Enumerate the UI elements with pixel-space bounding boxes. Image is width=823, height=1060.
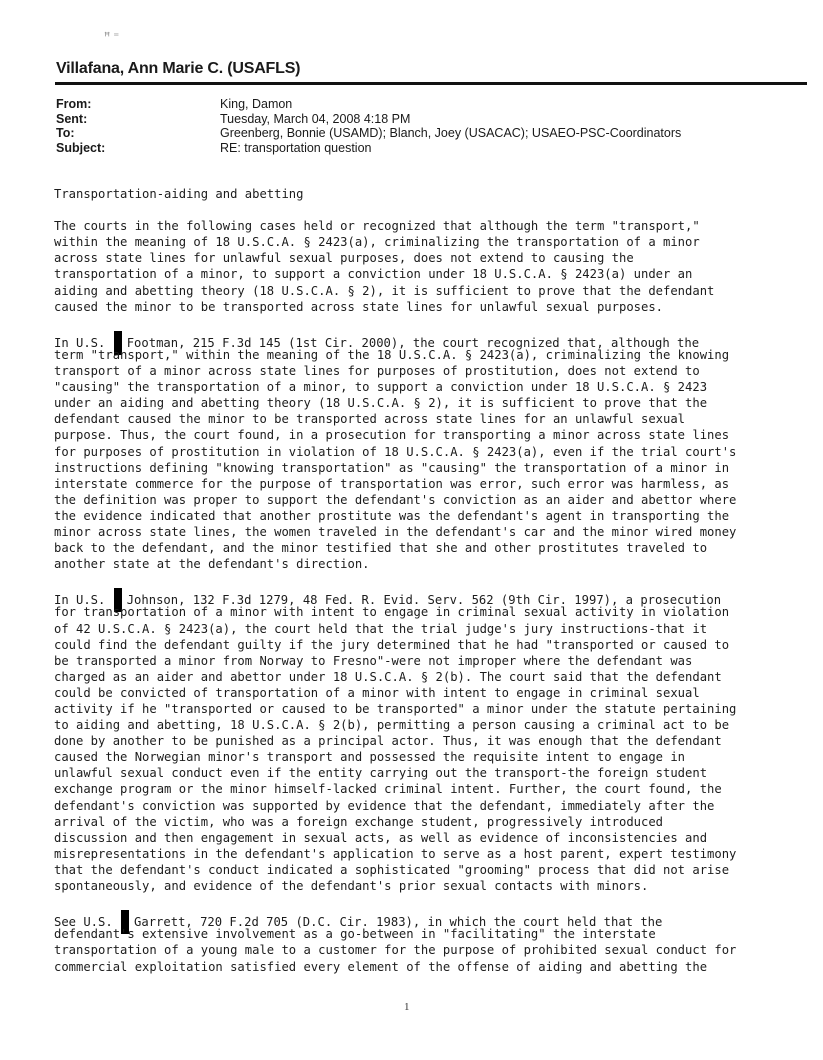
case-citation: Johnson, 132 F.3d 1279, 48 Fed. R. Evid. Serv. 562 (9th Cir. 1997), a prosecution bbox=[126, 593, 722, 608]
paragraph-line: defendant caused the minor to be transported across state lines for an unlawful sexual bbox=[54, 412, 686, 427]
handwritten-mark: ꟸ ⁼ bbox=[104, 31, 120, 43]
paragraph-first-line bbox=[54, 331, 814, 350]
paragraph-line: defendant's conviction was supported by evidence that the defendant, immediately after the bbox=[54, 798, 715, 813]
header-rule bbox=[55, 82, 807, 85]
paragraph-line: another state at the defendant's direction. bbox=[54, 557, 370, 572]
sent-label: Sent: bbox=[56, 111, 88, 126]
paragraph-line: be transported a minor from Norway to Fresno"-were not improper where the defendant was bbox=[54, 653, 693, 668]
paragraph-line: spontaneously, and evidence of the defendant's prior sexual contacts with minors. bbox=[54, 879, 649, 894]
paragraph-line: The courts in the following cases held or recognized that although the term "transport," bbox=[54, 219, 700, 234]
paragraph-line: transport of a minor across state lines for purposes of prostitution, does not extend to bbox=[54, 364, 700, 379]
paragraph-line: done by another to be punished as a principal actor. Thus, it was enough that the defendant bbox=[54, 734, 722, 749]
paragraph-line: "causing" the transportation of a minor, to support a conviction under 18 U.S.C.A. § 2423 bbox=[54, 380, 708, 395]
paragraph-line: of 42 U.S.C.A. § 2423(a), the court held that the trial judge's jury instructions-that it bbox=[54, 621, 708, 636]
paragraph-line: within the meaning of 18 U.S.C.A. § 2423(a), criminalizing the transportation of a minor bbox=[54, 235, 700, 250]
case-citation: Garrett, 720 F.2d 705 (D.C. Cir. 1983), in which the court held that the bbox=[134, 915, 663, 930]
paragraph-line: transportation of a minor, to support a conviction under 18 U.S.C.A. § 2423(a) under an bbox=[54, 267, 693, 282]
paragraph-line: to aiding and abetting, 18 U.S.C.A. § 2(b), permitting a person causing a criminal act to be bbox=[54, 718, 730, 733]
paragraph-line: across state lines for unlawful sexual purposes, does not extend to causing the bbox=[54, 251, 634, 266]
paragraph-line: back to the defendant, and the minor testified that she and other prostitutes traveled to bbox=[54, 541, 708, 556]
paragraph-line: could be convicted of transportation of a minor with intent to engage in criminal sexual bbox=[54, 685, 700, 700]
body-paragraph bbox=[54, 588, 814, 894]
case-citation: Footman, 215 F.3d 145 (1st Cir. 2000), the court recognized that, although the bbox=[126, 335, 700, 350]
paragraph-first-line bbox=[54, 910, 814, 930]
body-heading: Transportation-aiding and abetting bbox=[54, 187, 304, 201]
to-label: To: bbox=[56, 126, 75, 140]
body-paragraph bbox=[54, 910, 814, 974]
paragraph-line: under an aiding and abetting theory (18 U.S.C.A. § 2), it is sufficient to prove that the bbox=[54, 396, 708, 411]
paragraph-line: could find the defendant guilty if the jury determined that he had "transported or caused to bbox=[54, 637, 730, 652]
email-header bbox=[56, 97, 681, 155]
page-number: 1 bbox=[404, 1001, 410, 1013]
case-lead: See U.S. bbox=[54, 915, 113, 930]
from-label: From: bbox=[56, 97, 92, 111]
paragraph-line: term "transport," within the meaning of the 18 U.S.C.A. § 2423(a), criminalizing the knowing bbox=[54, 347, 730, 362]
sent-value: Tuesday, March 04, 2008 4:18 PM bbox=[220, 111, 411, 126]
paragraph-line: activity if he "transported or caused to be transported" a minor under the statute pertaining bbox=[54, 702, 737, 716]
paragraph-line: the definition was proper to support the defendant's conviction as an aider and abettor where bbox=[54, 492, 737, 507]
paragraph-line: charged as an aider and abettor under 18 U.S.C.A. § 2(b). The court said that the defendant bbox=[54, 669, 722, 684]
body-paragraph bbox=[54, 331, 814, 572]
email-body bbox=[54, 186, 814, 975]
paragraph-line: transportation of a young male to a customer for the purpose of prohibited sexual conduct for bbox=[54, 943, 737, 958]
paragraph-first-line bbox=[54, 588, 814, 608]
case-lead: In U.S. bbox=[54, 593, 106, 608]
paragraph-line: the evidence indicated that another prostitute was the defendant's agent in transporting the bbox=[54, 508, 730, 523]
header-sent bbox=[56, 112, 681, 127]
paragraph-line: instructions defining "knowing transportation" as "causing" the transportation of a minor in bbox=[54, 460, 730, 475]
from-value: King, Damon bbox=[220, 97, 293, 111]
paragraph-line: unlawful sexual conduct even if the entity carrying out the transport-the foreign student bbox=[54, 766, 708, 781]
paragraph-line: exchange program or the minor himself-lacked criminal intent. Further, the court found, the bbox=[54, 782, 722, 797]
paragraph-line: defendant's extensive involvement as a go-between in "facilitating" the interstate bbox=[54, 927, 656, 942]
header-to bbox=[56, 126, 681, 141]
paragraph-line: arrival of the victim, who was a foreign exchange student, progressively introduced bbox=[54, 814, 664, 829]
paragraph-line: minor across state lines, the women traveled in the defendant's car and the minor wired money bbox=[54, 524, 737, 539]
header-subject bbox=[56, 141, 681, 156]
paragraph-line: aiding and abetting theory (18 U.S.C.A. § 2), it is sufficient to prove that the defendant bbox=[54, 283, 715, 298]
paragraph-line: caused the minor to be transported across state lines for unlawful sexual purposes. bbox=[54, 299, 664, 314]
paragraph-line: discussion and then engagement in sexual acts, as well as evidence of inconsistencies and bbox=[54, 830, 708, 845]
paragraph-line: for purposes of prostitution in violation of 18 U.S.C.A. § 2423(a), even if the trial court's bbox=[54, 444, 737, 459]
paragraph-line: commercial exploitation satisfied every element of the offense of aiding and abetting the bbox=[54, 959, 708, 974]
mailbox-owner-name: Villafana, Ann Marie C. (USAFLS) bbox=[56, 60, 301, 77]
header-from bbox=[56, 97, 681, 112]
paragraph-line: for transportation of a minor with intent to engage in criminal sexual activity in violation bbox=[54, 605, 730, 620]
paragraph-line: interstate commerce for the purpose of transportation was error, such error was harmless, as bbox=[54, 476, 730, 491]
body-paragraph bbox=[54, 218, 814, 315]
paragraph-line: that the defendant's conduct indicated a sophisticated "grooming" process that did not arise bbox=[54, 862, 730, 877]
to-value: Greenberg, Bonnie (USAMD); Blanch, Joey (USACAC); USAEO-PSC-Coordinators bbox=[220, 126, 682, 140]
case-lead: In U.S. bbox=[54, 335, 106, 350]
paragraph-line: caused the Norwegian minor's transport and possessed the requisite intent to engage in bbox=[54, 750, 686, 765]
subject-value: RE: transportation question bbox=[220, 140, 372, 155]
paragraph-line: misrepresentations in the defendant's application to serve as a host parent, expert testimony bbox=[54, 846, 737, 861]
subject-label: Subject: bbox=[56, 140, 106, 155]
paragraph-line: purpose. Thus, the court found, in a prosecution for transporting a minor across state lines bbox=[54, 428, 730, 443]
